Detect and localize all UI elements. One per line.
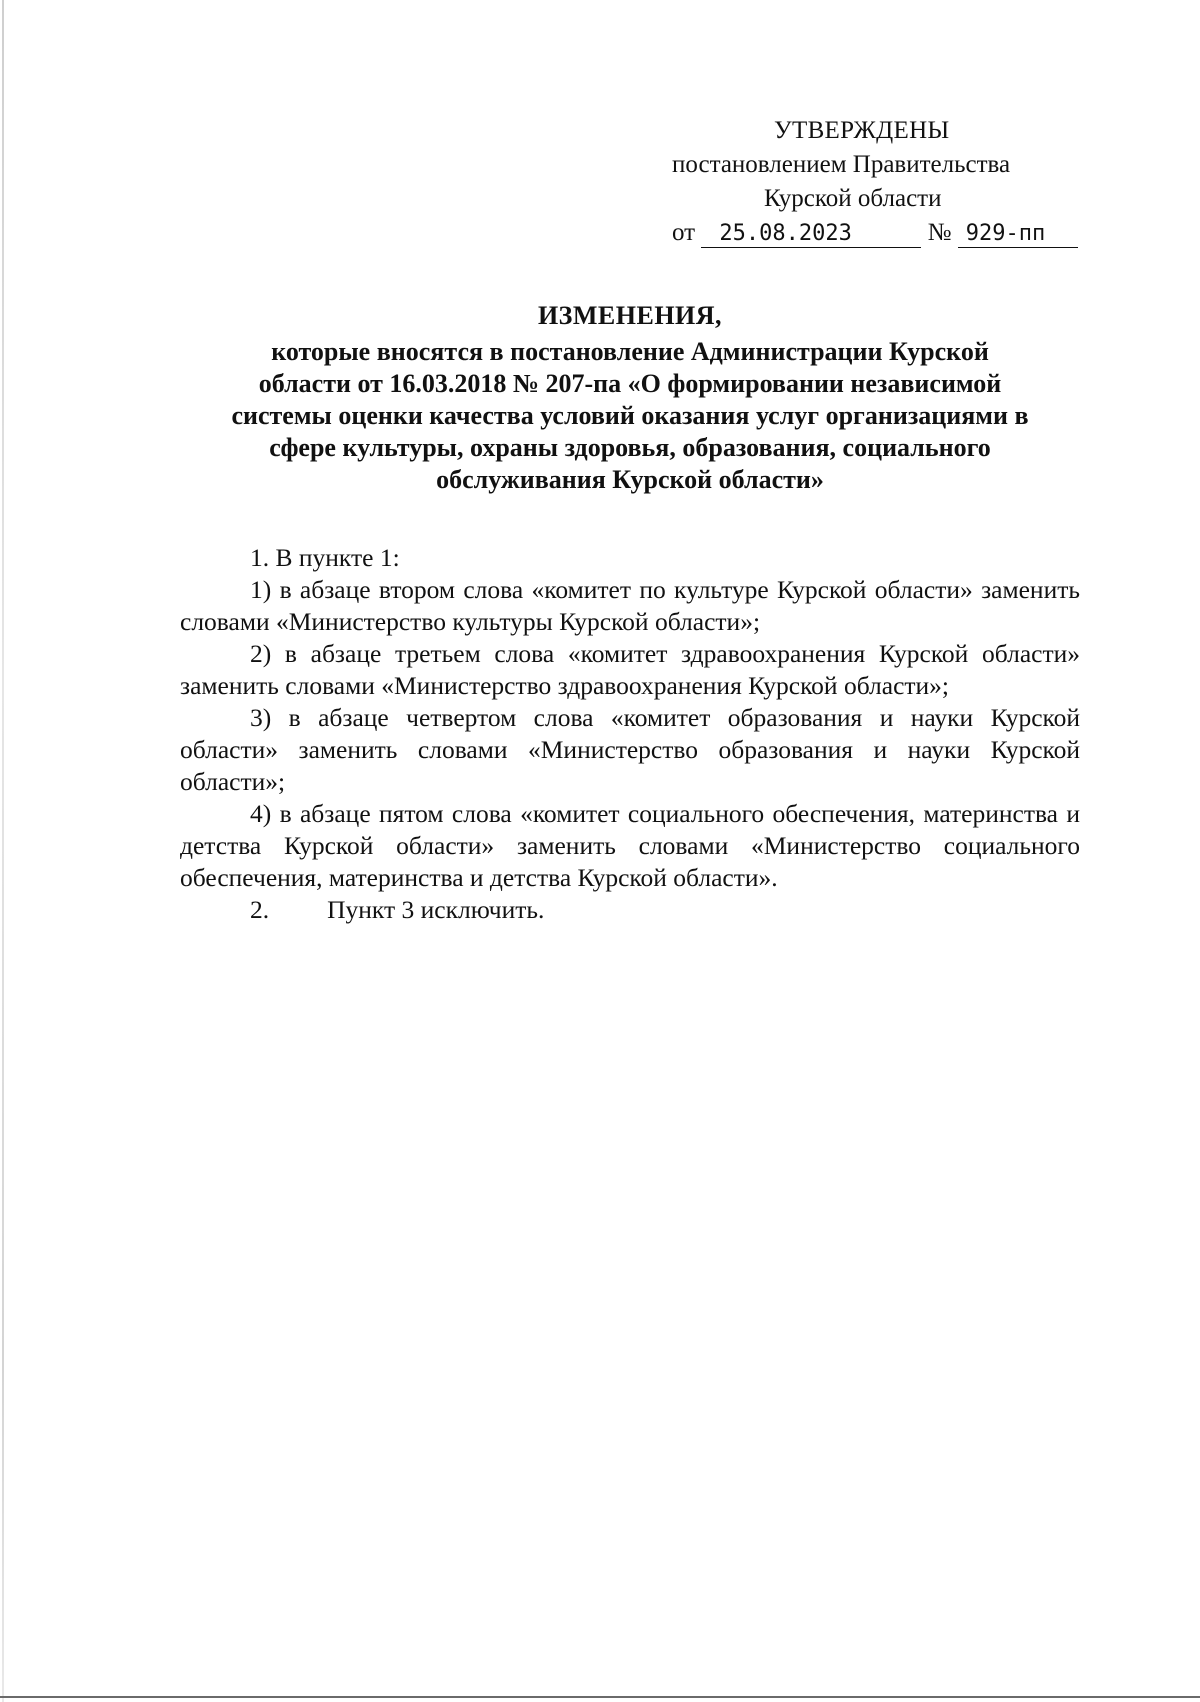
approval-line-2: Курской области (764, 185, 942, 212)
approval-date-line (640, 216, 1080, 250)
scan-edge-left (2, 0, 4, 1702)
point-1-item-3: 3) в абзаце четвертом слова «комитет образования и науки Курской области» заменить словами «Министерство образования и науки Курской области»; (180, 703, 1080, 796)
approval-block (640, 114, 1080, 250)
document-title: ИЗМЕНЕНИЯ, (537, 301, 723, 330)
point-1-item-1: 1) в абзаце втором слова «комитет по культуре Курской области» заменить словами «Министерство культуры Курской области»; (180, 575, 1080, 636)
point-1-item-2: 2) в абзаце третьем слова «комитет здравоохранения Курской области» заменить словами «Министерство здравоохранения Курской области»; (180, 639, 1080, 700)
title-line-2: области от 16.03.2018 № 207-па «О формировании независимой (258, 369, 1002, 398)
title-line-3: системы оценки качества условий оказания услуг организациями в (231, 401, 1029, 430)
scan-edge-bottom (0, 1696, 1200, 1698)
title-line-5: обслуживания Курской области» (436, 465, 824, 494)
point-2-number: 2. (250, 895, 270, 924)
title-line-4: сфере культуры, охраны здоровья, образования, социального (269, 433, 991, 462)
approval-date: 25.08.2023 (701, 221, 921, 248)
document-title-block (180, 300, 1080, 496)
point-2-text: Пункт 3 исключить. (327, 895, 545, 924)
approval-heading: УТВЕРЖДЕНЫ (774, 117, 950, 144)
title-line-1: которые вносятся в постановление Администрации Курской (271, 337, 989, 366)
point-1-intro: 1. В пункте 1: (250, 543, 400, 572)
point-1-item-4: 4) в абзаце пятом слова «комитет социального обеспечения, материнства и детства Курской области» заменить словами «Министерство социального обеспечения, материнства и детства Курской области». (180, 799, 1080, 892)
approval-number: 929-пп (958, 221, 1078, 248)
number-prefix: № (927, 219, 952, 246)
document-body (180, 542, 1080, 926)
date-prefix: от (672, 219, 696, 246)
point-2 (180, 894, 1080, 926)
approval-line-1: постановлением Правительства (672, 151, 1011, 178)
